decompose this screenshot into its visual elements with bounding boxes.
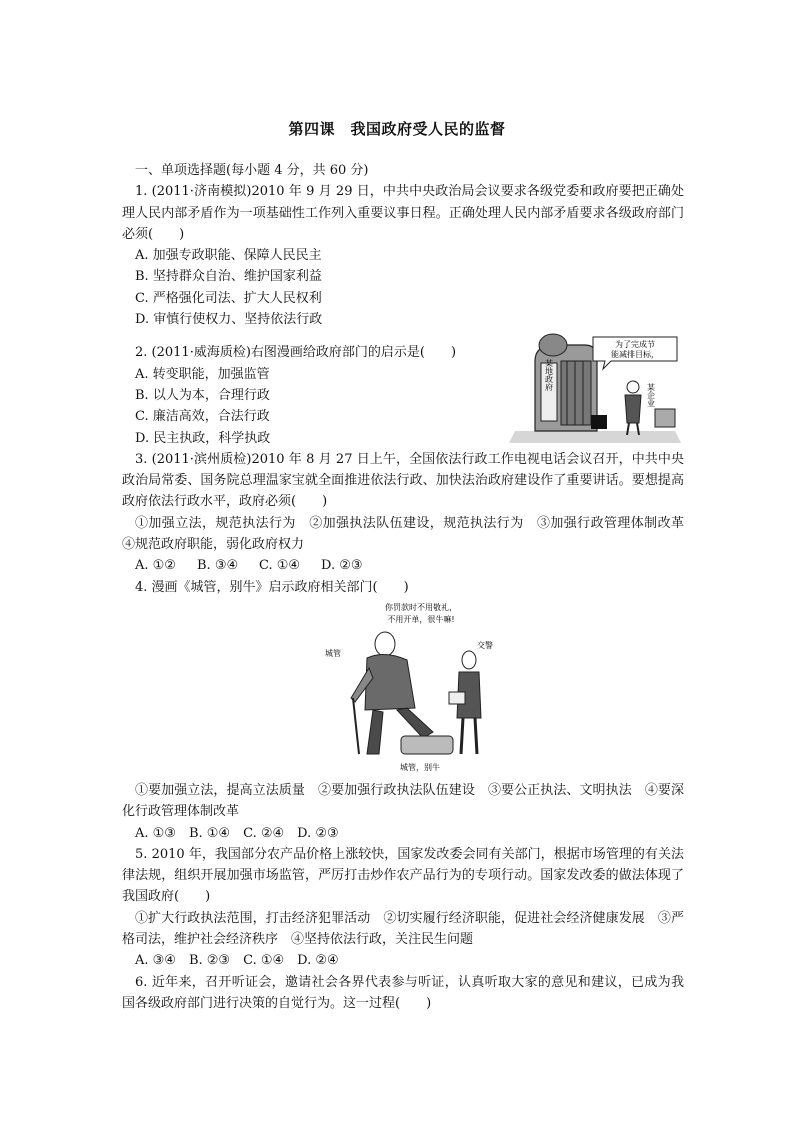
q5-items: ①扩大行政执法范围，打击经济犯罪活动 ②切实履行经济职能，促进社会经济健康发展 ③严格司法，维护社会经济秩序 ④坚持依法行政，关注民生问题 — [122, 910, 684, 948]
small-device — [655, 409, 675, 427]
q1-stem: 1. (2011·济南模拟)2010 年 9 月 29 日，中共中央政治局会议要求各级党委和政府要把正确处理人民内部矛盾作为一项基础性工作列入重要议事日程。正确处理人民内部矛盾要求各级政府部门必须( ) — [122, 184, 684, 242]
q3-stem: 3. (2011·滨州质检)2010 年 8 月 27 日上午，全国依法行政工作电视电话会议召开，中共中央政治局常委、国务院总理温家宝就全面推进依法行政、加快法治政府建设作了重要讲话。要想提高政府依法行政水平，政府必须( ) — [122, 451, 684, 510]
person-head — [627, 381, 639, 393]
q6-stem: 6. 近年来，召开听证会，邀请社会各界代表参与听证，认真听取大家的意见和建议，已成为我国各级政府部门进行决策的自觉行为。这一过程( ) — [122, 974, 684, 1011]
box-label: 某地政府 — [544, 359, 554, 391]
q2-option-c: C. 廉洁高效，合法行政 — [135, 409, 270, 425]
machine-stripes — [561, 361, 591, 425]
chengguan-body — [365, 654, 415, 710]
label-jiaojing: 交警 — [477, 641, 493, 650]
q3-choice-b: B. ③④ — [197, 558, 239, 574]
bubble-text-2: 能减排目标， — [611, 350, 659, 359]
q1-option-d: D. 审慎行使权力、坚持依法行政 — [135, 312, 323, 328]
page-title: 第四课 我国政府受人民的监督 — [288, 120, 506, 138]
q2-cartoon-image — [505, 331, 683, 445]
section-heading: 一、单项选择题(每小题 4 分，共 60 分) — [135, 163, 369, 178]
q4-stem: 4. 漫画《城管，别牛》启示政府相关部门( ) — [135, 579, 409, 595]
q5-stem: 5. 2010 年，我国部分农产品价格上涨较快，国家发改委会同有关部门，根据市场管理的有关法律法规，组织开展加强市场监管，严厉打击炒作农产品行为的专项行动。国家发改委的做法体现了我国政府( ) — [122, 846, 684, 905]
q2-option-a: A. 转变职能，加强监管 — [135, 366, 270, 382]
stick — [353, 698, 359, 754]
bubble-text-1: 为了完成节 — [615, 340, 655, 349]
q2-stem: 2. (2011·威海质检)右图漫画给政府部门的启示是( ) — [135, 345, 457, 361]
q5-choices: A. ③④ B. ②③ C. ①④ D. ②④ — [135, 953, 339, 969]
jiaojing-leg — [461, 718, 463, 754]
q1-option-c: C. 严格强化司法、扩大人民权利 — [135, 290, 322, 306]
q3-items: ①加强立法，规范执法行为 ②加强执法队伍建设，规范执法行为 ③加强行政管理体制改革 ④规范政府职能，弱化政府权力 — [122, 515, 698, 553]
question-body — [122, 160, 698, 1014]
person-label: 某企业 — [646, 383, 656, 407]
q4-cartoon-image — [325, 598, 495, 776]
q3-choice-a: A. ①② — [135, 558, 176, 574]
person-body — [625, 395, 641, 423]
chengguan-leg-left — [367, 710, 383, 754]
black-box — [591, 415, 607, 429]
ticket-pad — [449, 692, 465, 704]
q1-option-a: A. 加强专政职能、保障人民民主 — [135, 248, 322, 264]
q3-choice-c: C. ①④ — [259, 558, 301, 574]
q4-items: ①要加强立法，提高立法质量 ②要加强行政执法队伍建设 ③要公正执法、文明执法 ④要深化行政管理体制改革 — [122, 782, 684, 820]
ground-shade — [509, 431, 681, 443]
crushed-goods — [401, 736, 453, 754]
q3-choices — [122, 555, 684, 576]
q1-option-b: B. 坚持群众自治、维护国家利益 — [135, 269, 322, 285]
figure-head — [539, 334, 567, 356]
cartoon-caption: 城管，别牛 — [400, 763, 440, 772]
label-chengguan: 城管 — [325, 649, 341, 658]
q2-option-b: B. 以人为本，合理行政 — [135, 387, 270, 403]
chengguan-head — [375, 632, 395, 656]
jiaojing-leg — [475, 718, 477, 754]
q2-option-d: D. 民主执政，科学执政 — [135, 430, 271, 446]
speech-text-2: 不用开单，很牛嘛! — [387, 615, 455, 624]
q3-choice-d: D. ②③ — [321, 558, 363, 574]
chengguan-leg-right — [397, 708, 433, 738]
speech-text-1: 你罚款时不用敬礼， — [385, 603, 457, 612]
jiaojing-head — [462, 651, 476, 669]
q4-choices: A. ①③ B. ①④ C. ②④ D. ②③ — [135, 825, 339, 841]
